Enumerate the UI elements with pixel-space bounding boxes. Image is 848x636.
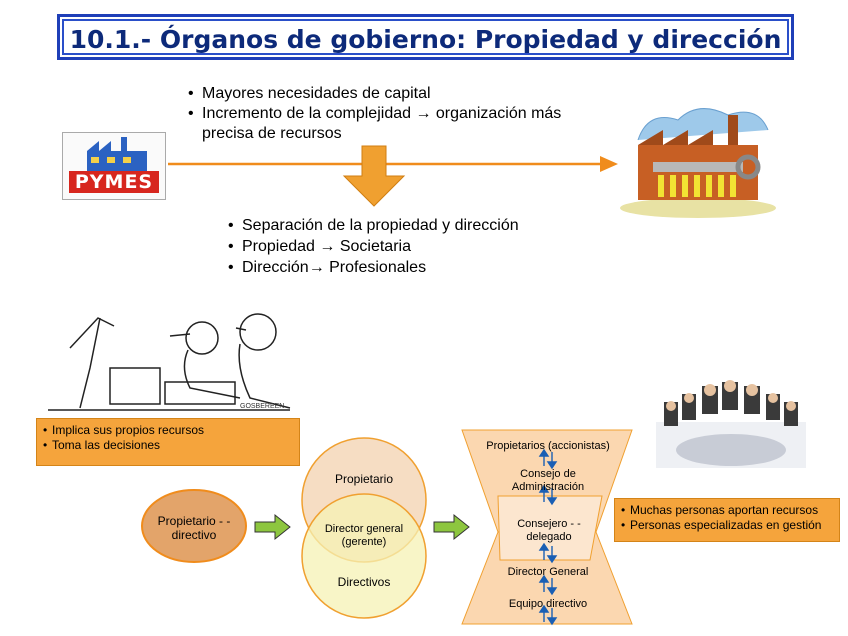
managers-circle xyxy=(302,494,426,618)
pymes-logo-text: PYMES xyxy=(69,171,159,193)
list-item: • Implica sus propios recursos xyxy=(43,423,293,438)
list-item: • Separación de la propiedad y dirección xyxy=(228,215,608,236)
list-item: • Incremento de la complejidad → organización más precisa de recursos xyxy=(188,104,608,144)
list-item: • Dirección→ Profesionales xyxy=(228,257,608,278)
evolution-arrow-2 xyxy=(434,515,469,539)
board-label: Consejo de Administración xyxy=(511,468,585,493)
management-team-label: Equipo directivo xyxy=(508,598,588,610)
list-item: • Toma las decisiones xyxy=(43,438,293,453)
list-item: • Muchas personas aportan recursos xyxy=(621,503,833,518)
svg-text:GOSBEREEN: GOSBEREEN xyxy=(240,403,285,410)
list-item: • Mayores necesidades de capital xyxy=(188,84,608,104)
managers-label: Directivos xyxy=(337,575,391,589)
owner-label: Propietario xyxy=(334,472,394,486)
director-general-label: Director General xyxy=(507,566,589,578)
list-item: • Propiedad → Societaria xyxy=(228,236,608,257)
ceo-delegate-label: Consejero - -delegado xyxy=(517,518,581,543)
evolution-arrow-1 xyxy=(255,515,290,539)
list-item: • Personas especializadas en gestión xyxy=(621,518,833,533)
shareholders-label: Propietarios (accionistas) xyxy=(486,440,610,452)
owner-manager-label: Propietario - -directivo xyxy=(157,514,231,542)
page-title: 10.1.- Órganos de gobierno: Propiedad y dirección xyxy=(69,25,782,54)
general-director-label: Director general (gerente) xyxy=(324,523,404,548)
